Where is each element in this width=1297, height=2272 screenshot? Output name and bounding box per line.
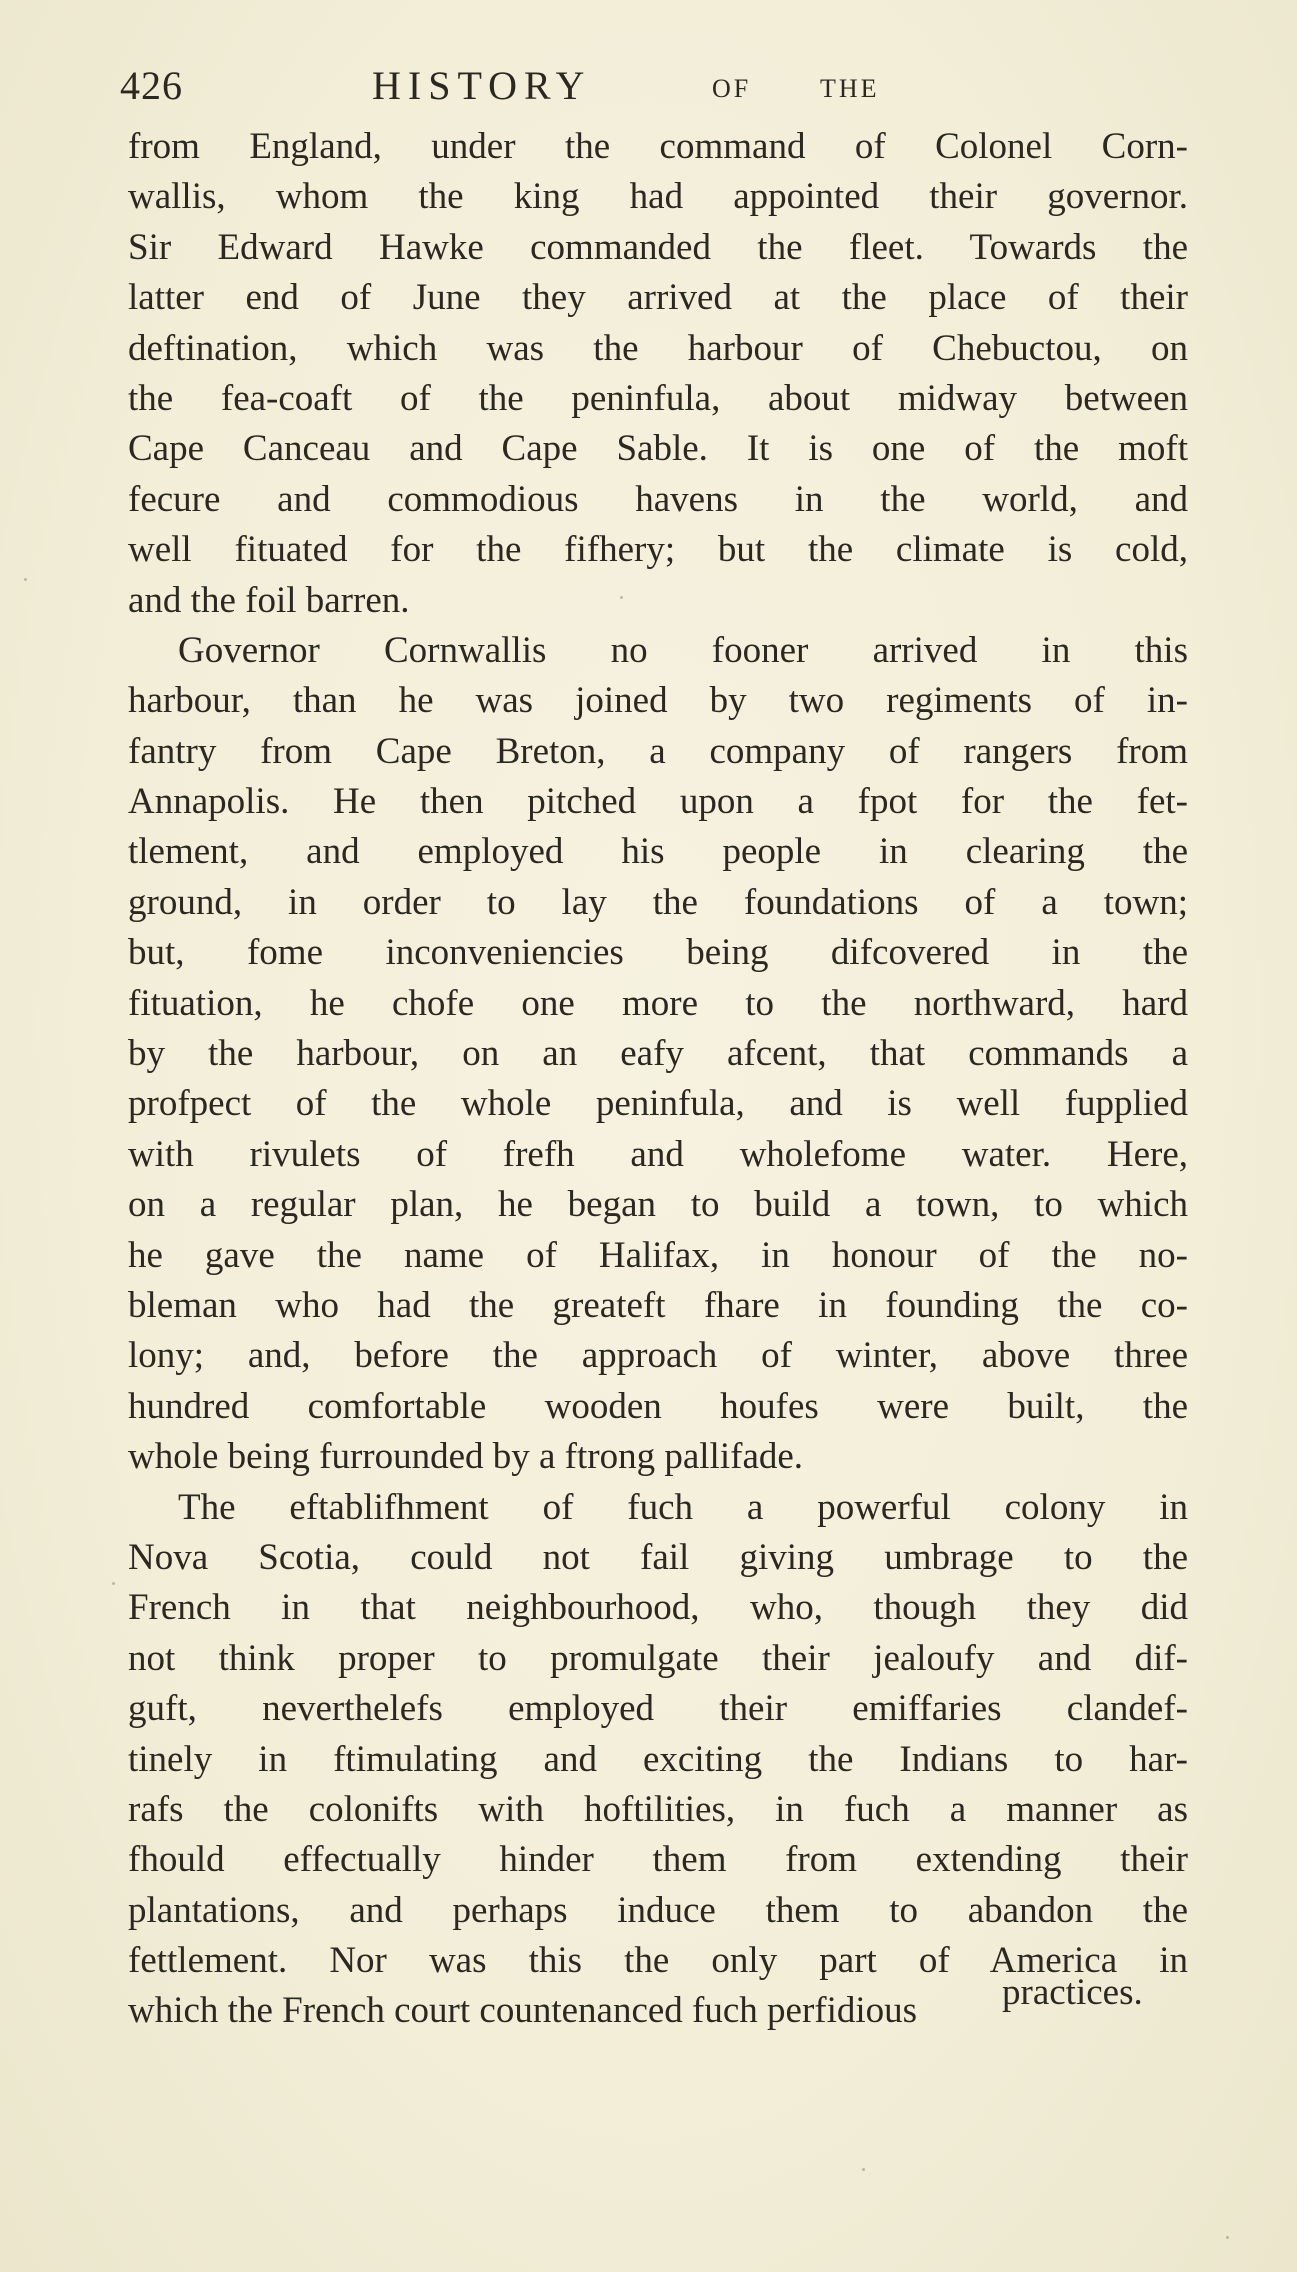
paper-speck	[24, 578, 27, 581]
text-line: Annapolis. He then pitched upon a fpot for the fet-	[128, 781, 1188, 823]
text-line: ground, in order to lay the foundations of a town;	[128, 881, 1188, 923]
text-line: well fituated for the fifhery; but the climate is cold,	[128, 529, 1188, 571]
text-line: lony; and, before the approach of winter, above three	[128, 1335, 1188, 1377]
text-line: fituation, he chofe one more to the northward, hard	[128, 982, 1188, 1024]
paper-speck	[112, 1582, 115, 1585]
paragraph	[128, 1483, 1188, 2037]
running-title-the: THE	[820, 74, 880, 103]
paper-speck	[620, 596, 623, 599]
text-line: wallis, whom the king had appointed their governor.	[128, 176, 1188, 218]
text-line: he gave the name of Halifax, in honour of the no-	[128, 1234, 1188, 1276]
text-line: whole being furrounded by a ftrong pallifade.	[128, 1436, 804, 1478]
text-line: bleman who had the greateft fhare in founding the co-	[128, 1284, 1188, 1326]
page-number: 426	[120, 63, 183, 108]
running-head	[120, 62, 1180, 122]
text-line: French in that neighbourhood, who, though they did	[128, 1587, 1188, 1629]
paragraph	[128, 626, 1188, 1483]
text-line: plantations, and perhaps induce them to abandon the	[128, 1889, 1188, 1931]
text-line: with rivulets of frefh and wholefome water. Here,	[128, 1133, 1188, 1175]
paper-speck	[862, 2168, 865, 2171]
text-line: by the harbour, on an eafy afcent, that commands a	[128, 1033, 1188, 1075]
text-line: deftination, which was the harbour of Chebuctou, on	[128, 327, 1188, 369]
running-title-of: OF	[712, 74, 752, 103]
text-line: and the foil barren.	[128, 579, 410, 621]
text-line: but, fome inconveniencies being difcovered in the	[128, 932, 1188, 974]
text-line: not think proper to promulgate their jealoufy and dif-	[128, 1637, 1188, 1679]
text-line: Nova Scotia, could not fail giving umbrage to the	[128, 1536, 1188, 1578]
text-line: fhould effectually hinder them from extending their	[128, 1839, 1188, 1881]
text-line: Governor Cornwallis no fooner arrived in this	[178, 629, 1188, 671]
paragraph	[128, 122, 1188, 626]
text-line: Sir Edward Hawke commanded the fleet. Towards the	[128, 226, 1188, 268]
text-line: tlement, and employed his people in clearing the	[128, 831, 1188, 873]
text-line: harbour, than he was joined by two regiments of in-	[128, 680, 1188, 722]
text-line: guft, neverthelefs employed their emiffaries clandef-	[128, 1688, 1188, 1730]
text-line: the fea-coaft of the peninfula, about midway between	[128, 377, 1188, 419]
text-line: which the French court countenanced fuch perfidious	[128, 1990, 918, 2032]
text-line: Cape Canceau and Cape Sable. It is one of the moft	[128, 428, 1188, 470]
text-line: fecure and commodious havens in the world, and	[128, 478, 1188, 520]
running-title: HISTORY	[372, 63, 592, 108]
text-line: fantry from Cape Breton, a company of rangers from	[128, 730, 1188, 772]
text-line: The eftablifhment of fuch a powerful colony in	[178, 1486, 1188, 1528]
body-text	[128, 122, 1188, 2037]
text-line: from England, under the command of Colonel Corn-	[128, 126, 1188, 167]
paper-speck	[1226, 2236, 1229, 2239]
text-line: hundred comfortable wooden houfes were built, the	[128, 1385, 1188, 1427]
text-line: tinely in ftimulating and exciting the Indians to har-	[128, 1738, 1188, 1780]
text-line: latter end of June they arrived at the place of their	[128, 277, 1188, 319]
catchword: practices.	[1002, 1972, 1143, 2013]
text-line: fettlement. Nor was this the only part of America in	[128, 1940, 1188, 1982]
text-line: rafs the colonifts with hoftilities, in fuch a manner as	[128, 1788, 1188, 1830]
text-line: profpect of the whole peninfula, and is well fupplied	[128, 1083, 1188, 1125]
text-line: on a regular plan, he began to build a town, to which	[128, 1184, 1188, 1226]
